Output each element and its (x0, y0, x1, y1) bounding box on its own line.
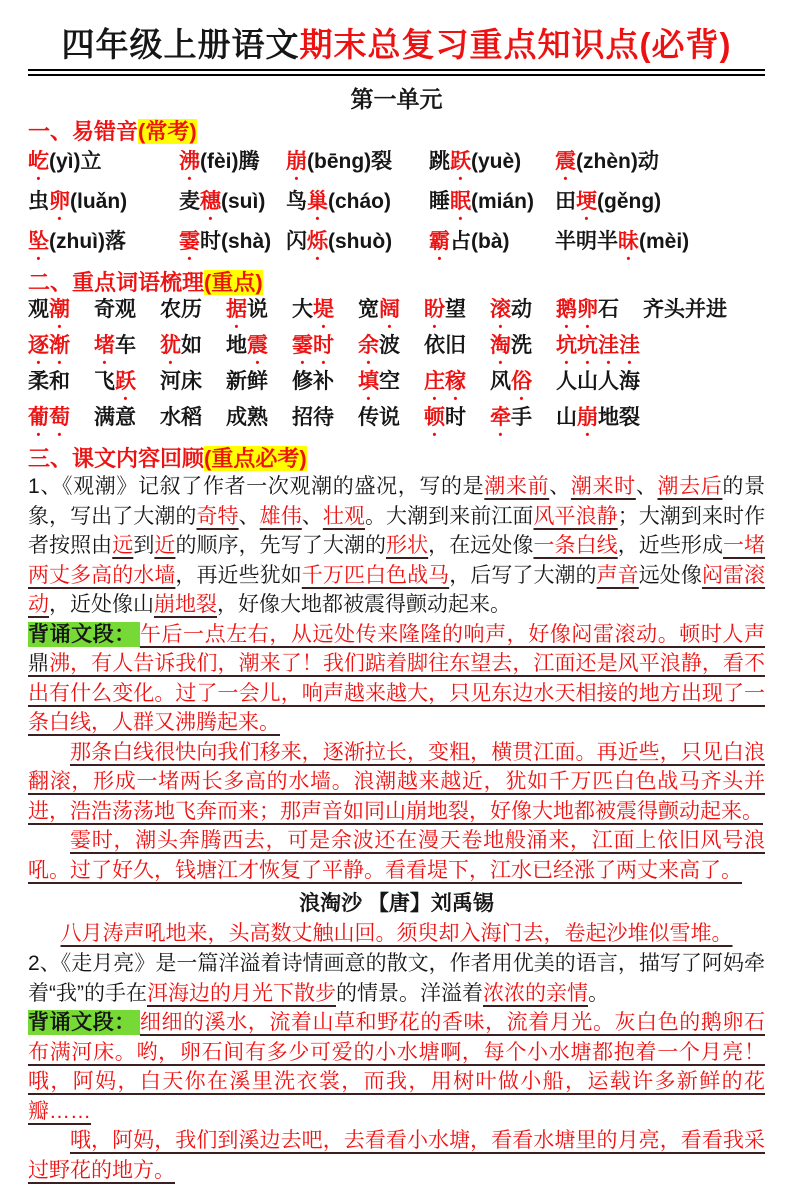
text-segment: 穗 (200, 190, 221, 214)
text-segment: 的景象，写出了大潮的 (28, 475, 766, 528)
word-cell (286, 225, 429, 265)
text-segment: 崩 (286, 150, 307, 174)
word-cell (179, 225, 286, 265)
text-segment: 田 (555, 190, 576, 214)
text-segment: 睡 (429, 190, 450, 214)
word-cell (358, 405, 400, 441)
word-cell (424, 405, 466, 441)
word-cell (94, 297, 136, 333)
text-segment: 一堵两丈多高的水墙 (28, 534, 766, 587)
text-segment: 堤 (313, 297, 334, 321)
text-segment: 说 (247, 297, 268, 321)
text-segment: 。 (588, 981, 609, 1005)
text-segment: 跳 (429, 150, 450, 174)
text-segment: 。大潮到来前江面 (364, 504, 534, 528)
word-cell (28, 297, 70, 333)
text-segment: 震 (555, 150, 576, 174)
word-cell (28, 333, 70, 369)
word-cell (28, 185, 179, 225)
text-segment: 葡萄 (28, 405, 70, 429)
text-segment: (zhèn)动 (576, 150, 659, 174)
text-segment: 近 (154, 534, 176, 558)
word-cell (160, 333, 202, 369)
text-segment: (mián) (471, 190, 534, 214)
word-cell (28, 145, 179, 185)
word-row-3 (28, 369, 765, 405)
text-segment: ，后写了大潮的 (449, 563, 597, 587)
text-segment: 霎时 (292, 333, 334, 357)
text-segment: 动 (511, 297, 532, 321)
word-cell (556, 369, 640, 405)
text-segment: 那条白线很快向我们移来，逐渐拉长，变粗，横贯江面。再近些，只见白浪翻滚，形成一堵两长多高的水墙。浪潮越来越近，犹如千万匹白色战马齐头并进，浩浩荡荡地飞奔而来；那声音如同山崩地裂，好像大地都被震得颤动起来。 (28, 740, 765, 823)
text-segment: 千万匹白色战马 (301, 563, 450, 587)
text-segment: 霸 (429, 230, 450, 254)
text-segment: 时 (445, 405, 466, 429)
word-cell (555, 145, 765, 185)
text-segment: 淘 (490, 333, 511, 357)
text-segment: 、 (238, 504, 260, 528)
text-segment: 逐渐 (28, 333, 70, 357)
text-segment: 细细的溪水，流着山草和野花的香味，流着月光。灰白色的鹅卵石布满河床。哟，卵石间有多少可爱的小水塘啊，每个小水塘都抱着一个月亮！哦，阿妈，白天你在溪里洗衣裳，而我，用树叶做小船，运载许多新鲜的花瓣…… (28, 1011, 766, 1123)
word-cell (429, 145, 555, 185)
text-segment: 雄伟 (259, 504, 302, 528)
text-segment: ；大潮到来时作者按照由 (28, 504, 766, 558)
word-cell (28, 369, 70, 405)
word-cell (160, 297, 202, 333)
word-cell (28, 405, 70, 441)
recite-label-2: 背诵文段： (28, 1010, 140, 1035)
text-segment: 洗 (511, 333, 532, 357)
text-segment: 声音 (596, 563, 639, 587)
text-segment: 崩 (577, 405, 598, 429)
text-segment: 形状 (386, 534, 429, 558)
word-row-1 (28, 297, 765, 333)
text-segment: ，近处像山 (49, 593, 154, 617)
text-segment: (suì) (221, 190, 266, 214)
text-segment: 俗 (511, 369, 532, 393)
word-cell (286, 185, 429, 225)
recite-passage-1c (28, 826, 765, 885)
text-segment: 石 (598, 297, 619, 321)
text-segment: 1、《观潮》记叙了作者一次观潮的盛况，写的是 (28, 475, 485, 499)
text-segment: 一条白线 (533, 534, 618, 558)
text-segment: 卵 (49, 190, 70, 214)
text-segment: 烁 (307, 230, 328, 254)
word-row-2 (28, 333, 765, 369)
text-segment: 成熟 (226, 405, 268, 429)
text-segment: 浓浓的亲情 (483, 981, 588, 1005)
word-cell (429, 225, 555, 265)
document-title (28, 26, 765, 76)
word-cell (556, 405, 640, 441)
text-segment: (bēng)裂 (307, 150, 393, 174)
text-segment: 麦 (179, 190, 200, 214)
word-cell (424, 369, 466, 405)
text-segment: 时(shà) (200, 230, 272, 254)
text-segment: 飞 (94, 369, 115, 393)
text-segment: 滚 (490, 297, 511, 321)
word-cell (556, 333, 640, 369)
text-segment: 闪 (286, 230, 307, 254)
text-segment: 崩地裂 (154, 593, 217, 617)
text-segment: 坑坑洼洼 (556, 333, 640, 357)
text-segment: (mèi) (639, 230, 690, 254)
text-segment: 壮观 (322, 504, 365, 528)
text-segment: ，好像大地都被震得颤动起来。 (217, 593, 511, 617)
text-segment: 地裂 (598, 405, 640, 429)
text-segment: 霎 (179, 230, 200, 254)
text-segment: 眠 (450, 190, 471, 214)
word-cell (555, 225, 765, 265)
section-2-heading (28, 270, 765, 296)
text-segment: 传说 (358, 405, 400, 429)
word-cell (556, 297, 619, 333)
word-cell (490, 297, 532, 333)
text-segment: 依旧 (424, 333, 466, 357)
text-segment: 潮来时 (570, 475, 636, 499)
text-segment: 水稻 (160, 405, 202, 429)
text-segment: (zhuì)落 (49, 230, 126, 254)
poem-title: 浪淘沙 【唐】刘禹锡 (299, 892, 494, 916)
text-segment: 远处像 (638, 563, 702, 587)
text-segment: 河床 (160, 369, 202, 393)
text-segment: 、 (549, 475, 571, 499)
text-segment: 地 (226, 333, 247, 357)
text-segment: 阔 (379, 297, 400, 321)
pinyin-row-1 (28, 145, 765, 185)
recite-passage-1a (28, 620, 765, 738)
text-segment: 风 (490, 369, 511, 393)
text-segment: ，再近些犹如 (175, 563, 302, 587)
text-segment: 、 (635, 475, 658, 499)
text-segment: 手 (511, 405, 532, 429)
text-segment: (luǎn) (70, 190, 128, 214)
text-segment: 庄稼 (424, 369, 466, 393)
word-cell (94, 405, 136, 441)
word-cell (358, 333, 400, 369)
word-cell (643, 297, 727, 333)
text-segment: 堵 (94, 333, 115, 357)
text-segment: 观 (28, 297, 49, 321)
text-segment: 顿 (424, 405, 445, 429)
text-segment: 虫 (28, 190, 49, 214)
text-segment: 齐头并进 (643, 297, 727, 321)
word-cell (286, 145, 429, 185)
word-cell (226, 333, 268, 369)
text-segment: 潮 (49, 297, 70, 321)
text-segment: 巢 (307, 190, 328, 214)
text-segment: (重点必考) (204, 445, 307, 471)
text-segment: (fèi)腾 (200, 150, 260, 174)
word-row-4 (28, 405, 765, 441)
recite-passage-2a (28, 1008, 765, 1126)
title-text-black: 四年级上册语文 (61, 26, 300, 63)
recite-label: 背诵文段： (28, 622, 140, 647)
text-segment: 鼎 (28, 652, 50, 676)
text-segment: (yì)立 (49, 150, 102, 174)
word-cell (490, 333, 532, 369)
word-cell (160, 405, 202, 441)
word-cell (424, 333, 466, 369)
text-segment: 占(bà) (450, 230, 510, 254)
text-segment: 风平浪静 (533, 504, 618, 528)
text-segment: 据 (226, 297, 247, 321)
text-segment: 潮去后 (657, 475, 723, 499)
word-cell (226, 405, 268, 441)
text-segment: 宽 (358, 297, 379, 321)
word-cell (292, 405, 334, 441)
poem-line (28, 918, 765, 949)
recite-passage-2b (28, 1126, 765, 1185)
word-cell (226, 369, 268, 405)
text-segment: 空 (379, 369, 400, 393)
word-cell (226, 297, 268, 333)
text-segment: 填 (358, 369, 379, 393)
text-segment: 潮来前 (484, 475, 550, 499)
text-segment: 一、易错音 (28, 118, 139, 144)
text-segment: 盼 (424, 297, 445, 321)
text-segment: 牵 (490, 405, 511, 429)
text-segment: 如 (181, 333, 202, 357)
text-segment: 霎时，潮头奔腾西去，可是余波还在漫天卷地般涌来，江面上依旧风号浪吼。过了好久，钱塘江才恢复了平静。看看堤下，江水已经涨了两丈来高了。 (28, 829, 765, 882)
text-segment: 沸 (179, 150, 200, 174)
word-cell (358, 297, 400, 333)
text-segment: 人山人海 (556, 369, 640, 393)
text-segment: 满意 (94, 405, 136, 429)
word-cell (179, 145, 286, 185)
text-segment: 远 (112, 534, 134, 558)
text-segment: 的顺序，先写了大潮的 (175, 534, 387, 558)
text-segment: 鹅卵 (556, 297, 598, 321)
text-segment: 2、《走月亮》是一篇洋溢着诗情画意的散文，作者用优美的语言，描写了阿妈牵着“我”的手在 (28, 952, 765, 1005)
text-segment: ，近些形成 (617, 534, 723, 558)
text-segment: 新鲜 (226, 369, 268, 393)
section-3-heading (28, 446, 765, 472)
unit-title: 第一单元 (350, 85, 443, 112)
text-segment: (gěng) (597, 190, 662, 214)
lesson-1-summary (28, 472, 765, 620)
text-segment: 奇观 (94, 297, 136, 321)
text-segment: (常考) (138, 118, 197, 144)
text-segment: 午后一点左右，从远处传来隆隆的响声，好像闷雷滚动。顿时人声 (139, 622, 766, 646)
text-segment: 二、重点词语梳理 (28, 270, 205, 296)
text-segment: 埂 (576, 190, 597, 214)
text-segment: 沸，有人告诉我们，潮来了！我们踮着脚往东望去，江面还是风平浪静，看不出有什么变化。过了一会儿，响声越来越大，只见东边水天相接的地方出现了一条白线，人群又沸腾起来。 (28, 652, 766, 735)
text-segment: 坠 (28, 230, 49, 254)
text-segment: (cháo) (328, 190, 391, 214)
text-segment: 到 (133, 534, 155, 558)
text-segment: 车 (115, 333, 136, 357)
word-cell (424, 297, 466, 333)
text-segment: 屹 (28, 150, 49, 174)
text-segment: 哦，阿妈，我们到溪边去吧，去看看小水塘，看看水塘里的月亮，看看我采过野花的地方。 (28, 1129, 765, 1182)
word-cell (179, 185, 286, 225)
word-cell (292, 369, 334, 405)
lesson-2-summary (28, 949, 765, 1008)
text-segment: 犹 (160, 333, 181, 357)
text-segment: 半明半 (555, 230, 618, 254)
word-cell (94, 333, 136, 369)
text-segment: 大 (292, 297, 313, 321)
word-cell (28, 225, 179, 265)
pinyin-row-2 (28, 185, 765, 225)
word-cell (358, 369, 400, 405)
text-segment: (shuò) (328, 230, 393, 254)
text-segment: 、 (301, 504, 323, 528)
text-segment: 三、课文内容回顾 (28, 445, 205, 471)
text-segment: 农历 (160, 297, 202, 321)
text-segment: 招待 (292, 405, 334, 429)
word-cell (555, 185, 765, 225)
title-text-red: 期末总复习重点知识点(必背) (299, 26, 732, 63)
text-segment: ，在远处像 (428, 534, 534, 558)
text-segment: 跃 (450, 150, 471, 174)
word-cell (490, 405, 532, 441)
word-cell (292, 297, 334, 333)
text-segment: 震 (247, 333, 268, 357)
section-1-heading (28, 119, 765, 145)
recite-passage-1b (28, 738, 765, 827)
pinyin-row-3 (28, 225, 765, 265)
text-segment: 修补 (292, 369, 334, 393)
word-cell (94, 369, 136, 405)
text-segment: (重点) (204, 270, 263, 296)
text-segment: 跃 (115, 369, 136, 393)
text-segment: 余 (358, 333, 379, 357)
text-segment: 波 (379, 333, 400, 357)
text-segment: 洱海边的月光下散步 (147, 981, 336, 1005)
word-cell (160, 369, 202, 405)
text-segment: (yuè) (471, 150, 522, 174)
text-segment: 柔和 (28, 369, 70, 393)
text-segment: 鸟 (286, 190, 307, 214)
text-segment: 八月涛声吼地来，头高数丈触山回。须臾却入海门去，卷起沙堆似雪堆。 (60, 922, 733, 946)
text-segment: 闷雷滚动 (28, 563, 766, 617)
text-segment: 望 (445, 297, 466, 321)
word-cell (429, 185, 555, 225)
word-cell (490, 369, 532, 405)
text-segment: 的情景。洋溢着 (336, 981, 483, 1005)
text-segment: 昧 (618, 230, 639, 254)
word-cell (292, 333, 334, 369)
text-segment: 奇特 (196, 504, 239, 528)
text-segment: 山 (556, 405, 577, 429)
